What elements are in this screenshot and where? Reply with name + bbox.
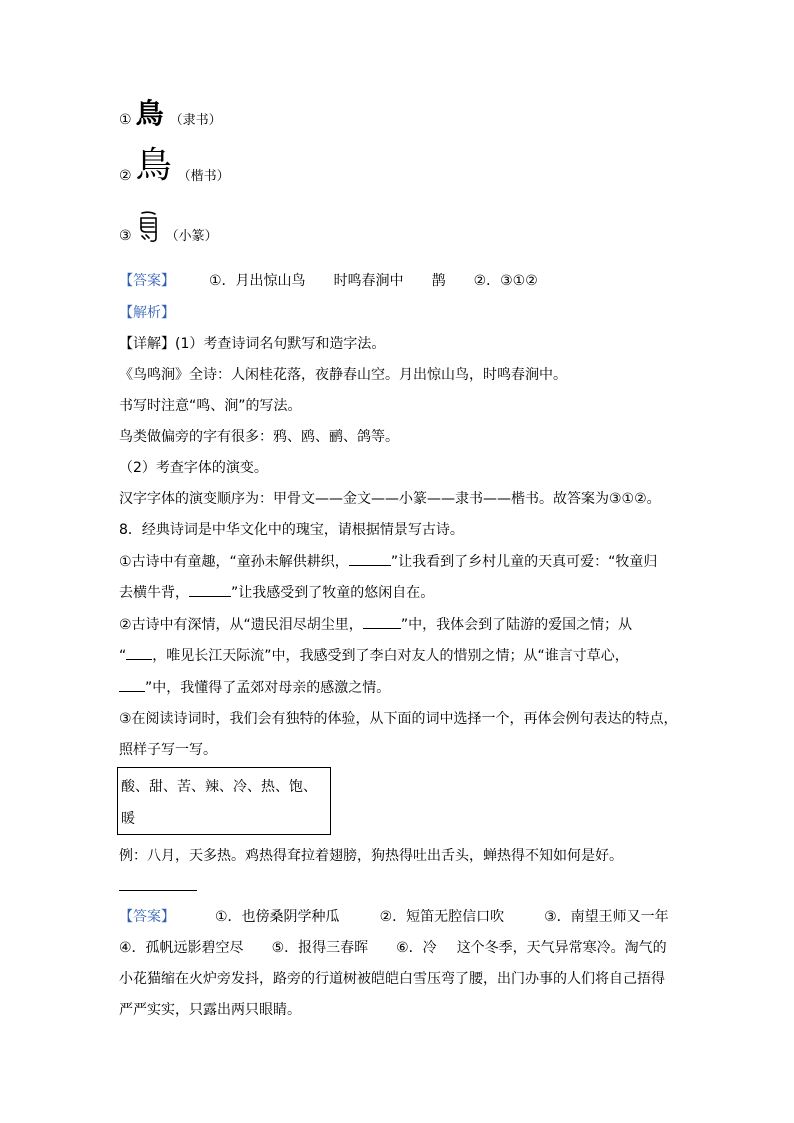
fill-blank — [189, 596, 231, 597]
fill-blank — [349, 565, 391, 566]
text-segment: ，唯见长江天际流”中，我感受到了李白对友人的惜别之情；从“谁言寸草心， — [152, 648, 629, 664]
answer-item: ①．也傍桑阴学种瓜 — [215, 909, 340, 925]
answer-line — [119, 270, 538, 290]
item-number: ① — [119, 112, 132, 128]
text-segment: ”让我看到了乡村儿童的天真可爱：“牧童归 — [390, 554, 658, 570]
analysis-tag: 【解析】 — [119, 305, 175, 321]
question-8-2-line-b — [119, 645, 629, 665]
answer-tag: 【答案】 — [119, 909, 175, 925]
question-8-title: 8．经典诗词是中华文化中的瑰宝，请根据情景写古诗。 — [119, 522, 464, 538]
detail-line — [119, 333, 385, 353]
answer-item: ③．南望王师又一年 — [544, 909, 669, 925]
text-segment: ”让我感受到了牧童的悠闲自在。 — [231, 585, 435, 601]
question-8-1-line-a — [119, 551, 657, 571]
answer2-line-2 — [119, 937, 667, 957]
answer-item: ②．短笛无腔信口吹 — [379, 909, 505, 925]
script-lishu-row — [119, 97, 222, 130]
answer-item: ②．③①② — [473, 273, 538, 289]
writing-note-line: 书写时注意“鸣、涧”的写法。 — [119, 398, 302, 414]
answer-writing-line — [119, 890, 197, 891]
fill-blank — [119, 691, 145, 692]
answer2-line-4: 严严实实，只露出两只眼睛。 — [119, 1002, 301, 1018]
answer-item: ①．月出惊山鸟 — [209, 273, 306, 289]
text-segment: “ — [119, 648, 127, 664]
question-8-3-line-a: ③在阅读诗词时，我们会有独特的体验，从下面的词中选择一个，再体会例句表达的特点， — [119, 711, 678, 727]
answer-item: ⑤．报得三春晖 — [271, 940, 369, 956]
answer-item: ④．孤帆远影碧空尽 — [119, 940, 244, 956]
item-number: ② — [119, 168, 132, 184]
text-segment: ”中，我体会到了陆游的爱国之情；从 — [400, 617, 633, 633]
question-8-3-line-b: 照样子写一写。 — [119, 742, 217, 758]
answer-item: ⑥．冷 — [396, 940, 437, 956]
script-kaishu-row — [119, 145, 230, 186]
script-note: （隶书） — [169, 113, 222, 128]
lishu-bird-glyph: 鳥 — [135, 97, 164, 130]
question-8-2-line-c — [119, 677, 390, 697]
text-segment: ②古诗中有深情，从“遗民泪尽胡尘里， — [119, 617, 363, 633]
text-segment: ①古诗中有童趣，“童孙未解供耕织， — [119, 554, 349, 570]
poem-line: 《鸟鸣涧》全诗：人闲桂花落，夜静春山空。月出惊山鸟，时鸣春涧中。 — [119, 367, 567, 383]
word-choice-line: 酸、甜、苦、辣、冷、热、饱、 — [121, 779, 317, 795]
part2-line: （2）考查字体的演变。 — [119, 460, 268, 476]
script-note: （楷书） — [177, 169, 230, 184]
answer-item: 时鸣春涧中 — [333, 273, 404, 289]
answer-item: 鹊 — [431, 273, 446, 289]
text-segment: ”中，我懂得了孟郊对母亲的感激之情。 — [145, 680, 391, 696]
word-choice-line: 暖 — [121, 811, 135, 827]
xiaozhuan-bird-glyph — [136, 210, 162, 244]
example-line: 例：八月，天多热。鸡热得耷拉着翅膀，狗热得吐出舌头，蝉热得不知如何是好。 — [119, 848, 623, 864]
fill-blank — [126, 659, 152, 660]
script-note: （小篆） — [165, 229, 218, 244]
detail-tag: 【详解】 — [119, 336, 175, 352]
kaishu-bird-glyph: 鳥 — [135, 145, 172, 186]
radicals-line: 鸟类做偏旁的字有很多：鸦、鸥、鹂、鸽等。 — [119, 429, 399, 445]
answer2-line-1 — [119, 906, 669, 926]
answer-tag: 【答案】 — [119, 273, 175, 289]
script-xiaozhuan-row — [119, 210, 218, 244]
detail-text: (1）考查诗词名句默写和造字法。 — [175, 336, 386, 352]
word-choice-box — [117, 767, 331, 835]
fill-blank — [363, 628, 401, 629]
question-8-1-line-b — [119, 582, 434, 602]
item-number: ③ — [119, 228, 132, 244]
evolution-order-line: 汉字字体的演变顺序为：甲骨文——金文——小篆——隶书——楷书。故答案为③①②。 — [119, 491, 661, 507]
text-segment: 去横牛背， — [119, 585, 189, 601]
question-8-2-line-a — [119, 614, 632, 634]
answer-item: 这个冬季，天气异常寒冷。淘气的 — [456, 940, 667, 956]
answer2-line-3: 小花猫缩在火炉旁发抖，路旁的行道树被皑皑白雪压弯了腰，出门办事的人们将自己捂得 — [119, 971, 665, 987]
